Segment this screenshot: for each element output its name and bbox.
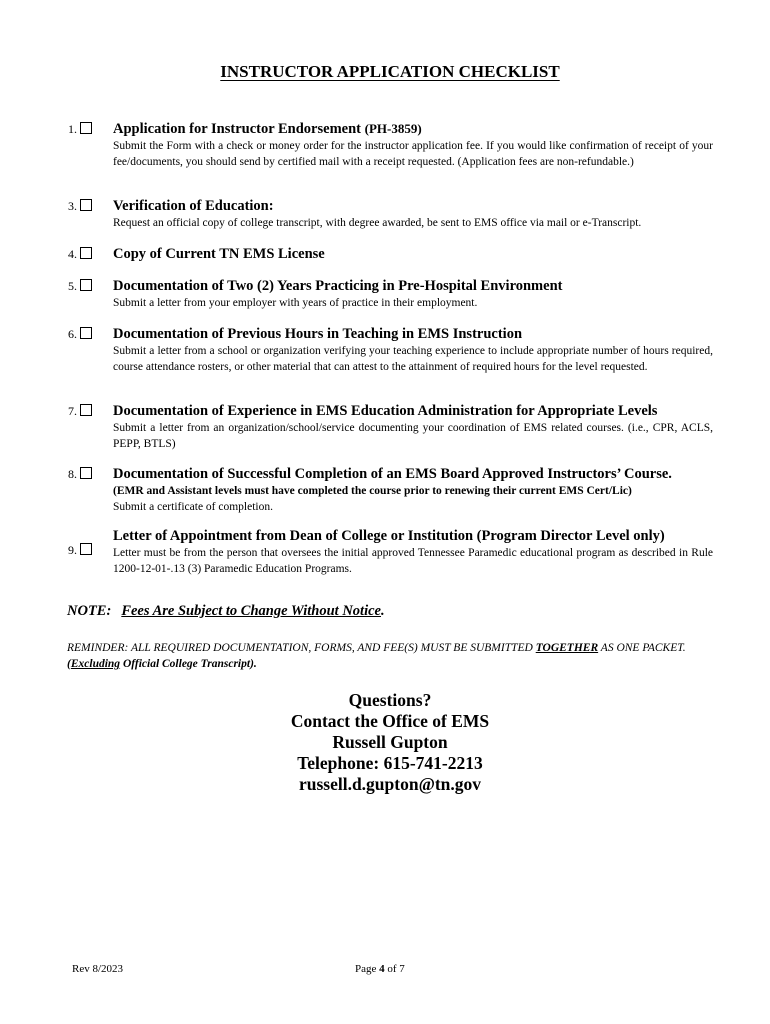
revision-date: Rev 8/2023 (72, 963, 124, 975)
item-heading: Documentation of Previous Hours in Teaching in EMS Instruction (113, 326, 523, 342)
page-title: INSTRUCTOR APPLICATION CHECKLIST (220, 62, 560, 81)
checkbox[interactable] (80, 327, 92, 339)
item-description: Submit the Form with a check or money order for the instructor application fee. If you would like confirmation of receipt of your fee/documents, you should send by certified mail with a receipt requested. (Application fees are non-refundable.) (113, 140, 713, 168)
item-heading: Verification of Education: (113, 198, 274, 214)
item-heading: Application for Instructor Endorsement (113, 121, 361, 137)
contact-block (0, 690, 770, 795)
item-number: 8. (68, 467, 77, 481)
item-description: Submit a letter from an organization/school/service documenting your coordination of EMS related courses. (i.e., CPR, ACLS, PEPP, BTLS) (113, 422, 713, 450)
form-code: (PH-3859) (364, 121, 422, 136)
item-number: 3. (68, 199, 77, 213)
item-description: Submit a certificate of completion. (113, 501, 273, 513)
contact-questions: Questions? (348, 690, 432, 710)
item-heading: Documentation of Successful Completion of an EMS Board Approved Instructors’ Course. (113, 466, 672, 482)
item-number: 1. (68, 122, 77, 136)
note: NOTE: Fees Are Subject to Change Without Notice. (67, 603, 385, 619)
together-emphasis: TOGETHER (535, 642, 599, 654)
contact-email[interactable]: russell.d.gupton@tn.gov (298, 774, 482, 794)
item-description: Submit a letter from a school or organization verifying your teaching experience to include appropriate number of hours required, course attendance rosters, or other material that can attest to the attainment of required hours for the level requested. (113, 345, 713, 373)
item-heading: Letter of Appointment from Dean of College or Institution (Program Director Level only) (113, 528, 665, 544)
item-heading: Documentation of Two (2) Years Practicing in Pre-Hospital Environment (113, 278, 563, 294)
contact-office: Contact the Office of EMS (290, 711, 490, 731)
checkbox[interactable] (80, 279, 92, 291)
item-number: 4. (68, 247, 77, 261)
checkbox[interactable] (80, 122, 92, 134)
reminder: REMINDER: ALL REQUIRED DOCUMENTATION, FORMS, AND FEE(S) MUST BE SUBMITTED TOGETHER AS ONE PACKET. (Excluding Official College Transcript). (67, 642, 686, 670)
item-heading: Copy of Current TN EMS License (113, 246, 325, 262)
item-number: 5. (68, 279, 77, 293)
page-number: Page 4 of 7 (355, 963, 405, 975)
item-requirement-note: (EMR and Assistant levels must have completed the course prior to renewing their current EMS Cert/Lic) (113, 485, 632, 497)
checkbox[interactable] (80, 467, 92, 479)
contact-name: Russell Gupton (332, 732, 448, 752)
note-label: NOTE: (67, 603, 112, 619)
note-text: Fees Are Subject to Change Without Notice (121, 603, 381, 619)
item-description: Submit a letter from your employer with years of practice in their employment. (113, 297, 478, 309)
item-number: 6. (68, 327, 77, 341)
item-number: 7. (68, 404, 77, 418)
checkbox[interactable] (80, 404, 92, 416)
contact-phone: Telephone: 615-741-2213 (297, 753, 483, 773)
checkbox[interactable] (80, 199, 92, 211)
checkbox[interactable] (80, 247, 92, 259)
item-description: Request an official copy of college transcript, with degree awarded, be sent to EMS office via mail or e-Transcript. (113, 217, 642, 229)
item-heading: Documentation of Experience in EMS Education Administration for Appropriate Levels (113, 403, 658, 419)
item-description: Letter must be from the person that oversees the initial approved Tennessee Paramedic educational program as described in Rule 1200-12-01-.13 (3) Paramedic Education Programs. (113, 547, 713, 575)
checkbox[interactable] (80, 543, 92, 555)
excluding-emphasis: Excluding (70, 658, 121, 670)
item-number: 9. (68, 543, 77, 557)
